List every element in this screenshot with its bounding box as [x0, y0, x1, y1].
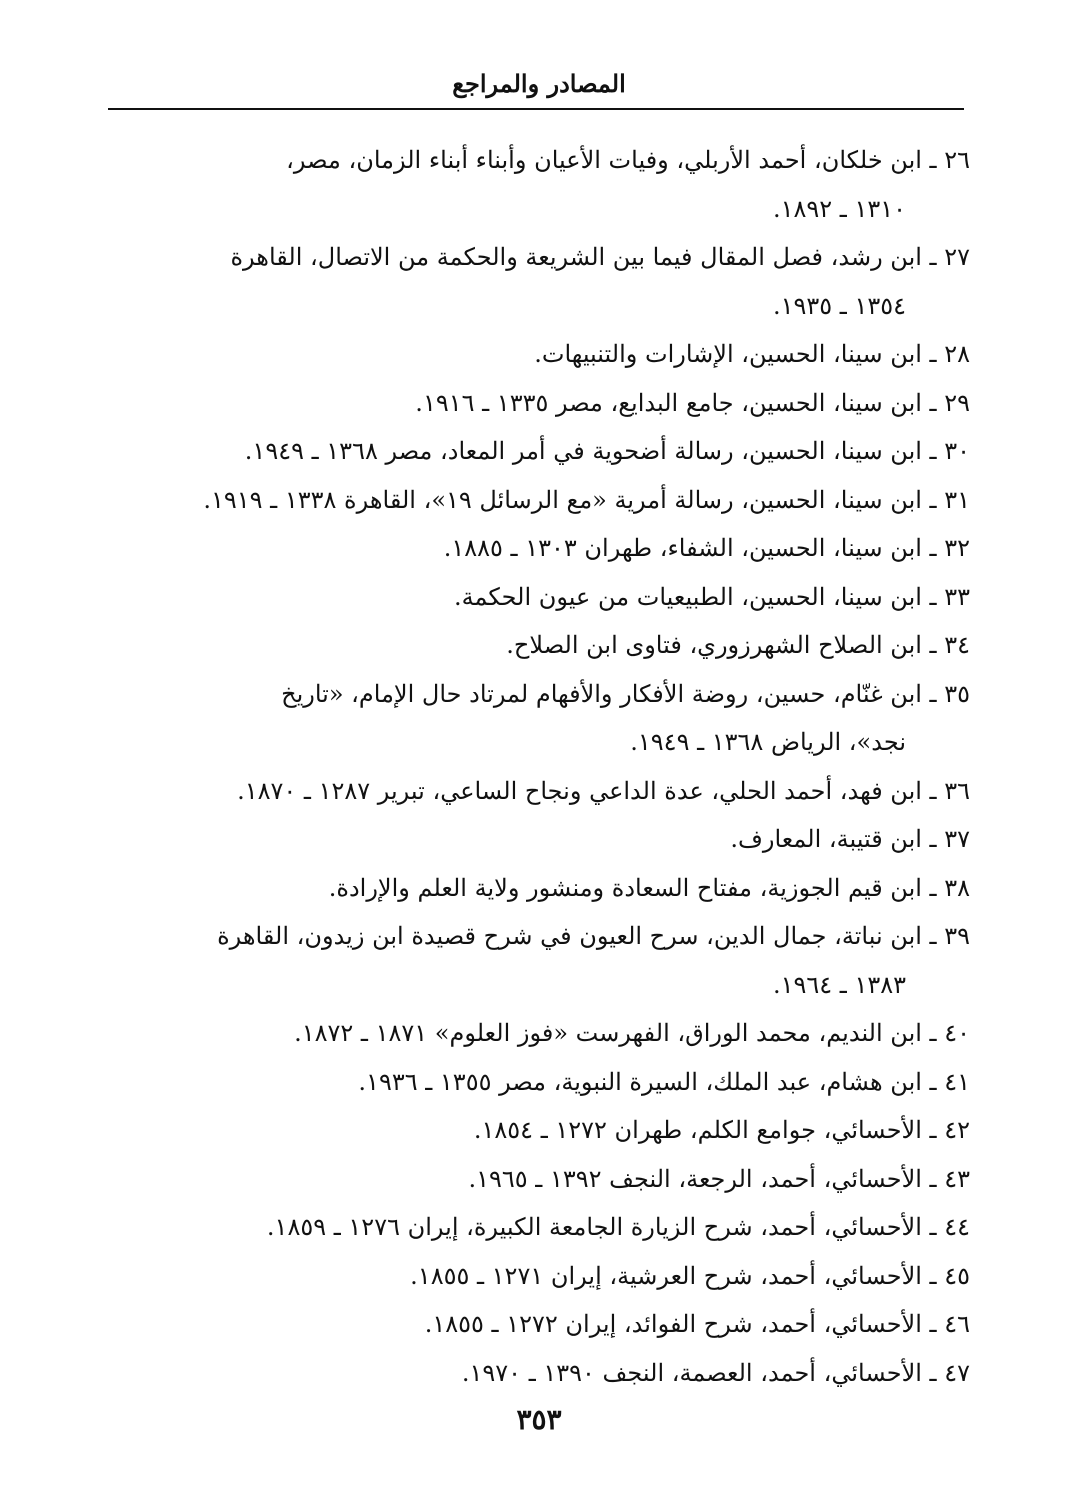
entry-number: ٢٩ [944, 388, 970, 417]
entry-text: ابن خلكان، أحمد الأربلي، وفيات الأعيان وأبناء أبناء الزمان، مصر، [286, 146, 922, 174]
bibliography-entry [104, 912, 970, 1009]
bibliography-entry [104, 1203, 970, 1252]
running-header: المصادر والمراجع [452, 69, 626, 98]
entry-separator: ـ [921, 1310, 945, 1338]
entry-number: ٣١ [944, 485, 970, 514]
entry-separator: ـ [921, 679, 945, 708]
entry-text: ابن سينا، الحسين، الإشارات والتنبيهات. [534, 340, 922, 368]
entry-number: ٣٦ [944, 776, 970, 805]
bibliography-entry [104, 330, 970, 379]
entry-number: ٤٥ [944, 1261, 970, 1290]
entry-number: ٣٠ [944, 437, 970, 465]
bibliography-entry [104, 1300, 970, 1349]
entry-continuation: ١٣٥٤ ـ ١٩٣٥. [772, 291, 906, 320]
entry-text: ابن سينا، الحسين، الطبيعيات من عيون الحكمة. [454, 582, 922, 611]
bibliography-entry [104, 1009, 970, 1058]
entry-separator: ـ [921, 1116, 945, 1144]
entry-text: ابن رشد، فصل المقال فيما بين الشريعة والحكمة من الاتصال، القاهرة [230, 243, 922, 271]
bibliography-entry [104, 670, 970, 767]
entry-number: ٣٨ [944, 873, 970, 902]
bibliography-entry [104, 233, 970, 330]
entry-number: ٢٨ [944, 340, 970, 368]
entry-number: ٤٠ [944, 1019, 970, 1047]
entry-text: الأحسائي، جوامع الكلم، طهران ١٢٧٢ ـ ١٨٥٤. [473, 1116, 922, 1144]
entry-text: الأحسائي، أحمد، شرح الفوائد، إيران ١٢٧٢ ـ ١٨٥٥. [424, 1310, 922, 1338]
bibliography-entry [104, 621, 970, 670]
entry-number: ٤٤ [944, 1213, 970, 1241]
entry-continuation: نجد»، الرياض ١٣٦٨ ـ ١٩٤٩. [630, 728, 906, 756]
entry-text: الأحسائي، أحمد، شرح الزيارة الجامعة الكبيرة، إيران ١٢٧٦ ـ ١٨٥٩. [266, 1213, 922, 1241]
entry-separator: ـ [921, 631, 945, 659]
bibliography-entry [104, 136, 970, 233]
header-rule [108, 108, 964, 110]
entry-text: الأحسائي، أحمد، الرجعة، النجف ١٣٩٢ ـ ١٩٦٥. [468, 1164, 922, 1193]
entry-separator: ـ [921, 873, 945, 902]
entry-continuation: ١٣١٠ ـ ١٨٩٢. [772, 194, 906, 223]
entry-number: ٣٤ [944, 631, 970, 659]
entry-separator: ـ [921, 243, 945, 271]
entry-separator: ـ [921, 1261, 945, 1290]
entry-text: ابن قتيبة، المعارف. [730, 825, 922, 853]
entry-text: ابن سينا، الحسين، رسالة أمرية «مع الرسائل ١٩»، القاهرة ١٣٣٨ ـ ١٩١٩. [203, 485, 922, 514]
entry-separator: ـ [921, 582, 945, 611]
entry-text: ابن الصلاح الشهرزوري، فتاوى ابن الصلاح. [506, 631, 922, 659]
bibliography-entry [104, 427, 970, 476]
entry-text: ابن فهد، أحمد الحلي، عدة الداعي ونجاح الساعي، تبرير ١٢٨٧ ـ ١٨٧٠. [237, 776, 922, 805]
entry-text: ابن هشام، عبد الملك، السيرة النبوية، مصر ١٣٥٥ ـ ١٩٣٦. [358, 1067, 922, 1096]
entry-number: ٢٧ [944, 243, 970, 271]
bibliography-entry [104, 1349, 970, 1398]
entry-text: ابن سينا، الحسين، الشفاء، طهران ١٣٠٣ ـ ١٨٨٥. [443, 534, 922, 562]
entry-number: ٣٢ [944, 534, 970, 562]
entry-continuation: ١٣٨٣ ـ ١٩٦٤. [772, 970, 906, 999]
bibliography-entry [104, 1155, 970, 1204]
bibliography-entry [104, 379, 970, 428]
entry-text: ابن نباتة، جمال الدين، سرح العيون في شرح قصيدة ابن زيدون، القاهرة [217, 922, 922, 950]
entry-text: ابن سينا، الحسين، رسالة أضحوية في أمر المعاد، مصر ١٣٦٨ ـ ١٩٤٩. [244, 437, 922, 465]
entry-number: ٤١ [944, 1067, 970, 1096]
bibliography-entry [104, 864, 970, 913]
entry-number: ٤٧ [944, 1358, 970, 1387]
entry-separator: ـ [921, 437, 945, 465]
entry-separator: ـ [921, 340, 945, 368]
entry-separator: ـ [921, 1213, 945, 1241]
entry-separator: ـ [921, 776, 945, 805]
bibliography-entry [104, 1106, 970, 1155]
page-number: ٣٥٣ [516, 1403, 562, 1436]
entry-number: ٣٩ [944, 922, 970, 950]
entry-separator: ـ [921, 1067, 945, 1096]
bibliography-entry [104, 815, 970, 864]
entry-separator: ـ [921, 1164, 945, 1193]
entry-separator: ـ [921, 146, 945, 174]
entry-separator: ـ [921, 485, 945, 514]
bibliography-entry [104, 1058, 970, 1107]
entry-separator: ـ [921, 922, 945, 950]
entry-separator: ـ [921, 388, 945, 417]
entry-text: ابن النديم، محمد الوراق، الفهرست «فوز العلوم» ١٨٧١ ـ ١٨٧٢. [294, 1019, 922, 1047]
entry-separator: ـ [921, 534, 945, 562]
entry-number: ٤٣ [944, 1164, 970, 1193]
bibliography-entry [104, 767, 970, 816]
entry-text: ابن قيم الجوزية، مفتاح السعادة ومنشور ولاية العلم والإرادة. [328, 873, 922, 902]
entry-separator: ـ [921, 1019, 945, 1047]
entry-number: ٣٧ [944, 825, 970, 853]
entry-text: الأحسائي، أحمد، شرح العرشية، إيران ١٢٧١ ـ ١٨٥٥. [410, 1261, 922, 1290]
entry-number: ٤٢ [944, 1116, 970, 1144]
entry-separator: ـ [921, 1358, 945, 1387]
entry-text: ابن سينا، الحسين، جامع البدايع، مصر ١٣٣٥ ـ ١٩١٦. [415, 388, 922, 417]
bibliography-list [104, 136, 970, 1397]
bibliography-entry [104, 573, 970, 622]
bibliography-entry [104, 476, 970, 525]
entry-number: ٢٦ [944, 146, 970, 174]
entry-number: ٣٣ [944, 582, 970, 611]
bibliography-entry [104, 524, 970, 573]
entry-separator: ـ [921, 825, 945, 853]
entry-text: ابن غنّام، حسين، روضة الأفكار والأفهام لمرتاد حال الإمام، «تاريخ [281, 679, 922, 708]
entry-text: الأحسائي، أحمد، العصمة، النجف ١٣٩٠ ـ ١٩٧٠. [461, 1358, 922, 1387]
entry-number: ٣٥ [944, 679, 970, 708]
entry-number: ٤٦ [944, 1310, 970, 1338]
bibliography-entry [104, 1252, 970, 1301]
